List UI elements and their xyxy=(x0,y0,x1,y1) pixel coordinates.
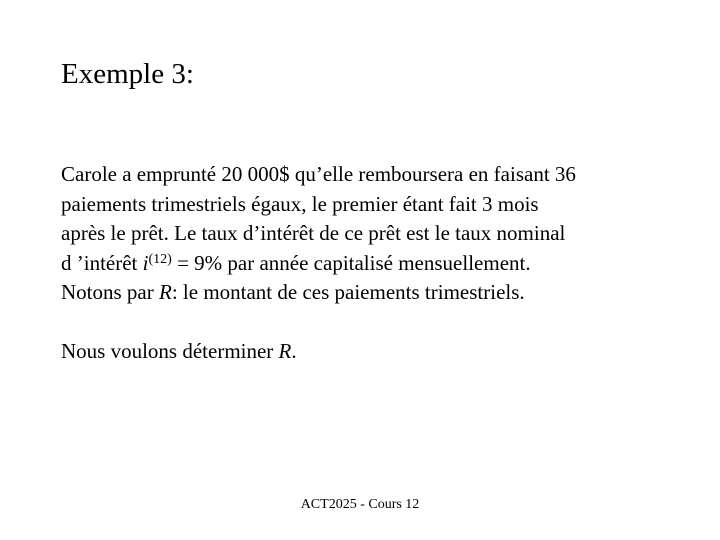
body-line-5 xyxy=(61,278,701,308)
body-line-5-text-b: : le montant de ces paiements trimestriels. xyxy=(171,280,525,304)
interest-rate-variable: i xyxy=(142,250,149,275)
body-line-4-text-b: = 9% par année capitalisé mensuellement. xyxy=(171,250,531,275)
payment-variable: R xyxy=(159,280,172,304)
slide-title: Exemple 3: xyxy=(61,58,194,90)
body-line-5-text-a: Notons par xyxy=(61,280,159,304)
body-line-4-text-a: d ’intérêt xyxy=(61,250,143,275)
body-line-4 xyxy=(61,249,701,279)
slide-body xyxy=(61,160,701,367)
body-line-1: Carole a emprunté 20 000$ qu’elle remboursera en faisant 36 xyxy=(61,162,576,186)
body-line-6-text-b: . xyxy=(291,339,297,363)
body-line-3: après le prêt. Le taux d’intérêt de ce prêt est le taux nominal xyxy=(61,221,566,245)
paragraph-gap xyxy=(61,308,701,338)
body-line-6 xyxy=(61,337,701,367)
body-line-6-text-a: Nous voulons déterminer xyxy=(61,339,279,363)
payment-variable-goal: R xyxy=(278,339,292,363)
interest-rate-superscript: (12) xyxy=(148,251,172,267)
body-line-2: paiements trimestriels égaux, le premier étant fait 3 mois xyxy=(61,191,539,216)
slide-footer: ACT2025 - Cours 12 xyxy=(300,497,420,512)
